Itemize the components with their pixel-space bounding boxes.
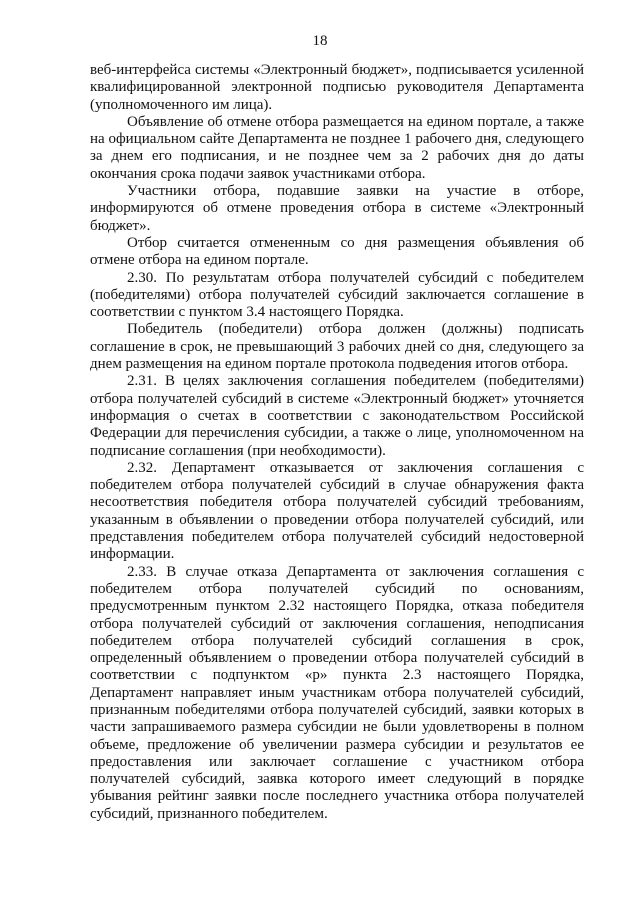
- paragraph-winner-signing: Победитель (победители) отбора должен (должны) подписать соглашение в срок, не превышающий 3 рабочих дней со дня, следующего за днем размещения на едином портале протокола подведения итогов отбора.: [90, 321, 584, 373]
- paragraph-participants-informed: Участники отбора, подавшие заявки на участие в отборе, информируются об отмене проведения отбора в системе «Электронный бюджет».: [90, 183, 584, 234]
- paragraph-2-32: 2.32. Департамент отказывается от заключения соглашения с победителем отбора получателей субсидий в случае обнаружения факта несоответствия победителя отбора получателей субсидий требованиям, указанным в объявлении о проведении отбора получателей субсидий, или представления победителем отбора получателей субсидий недостоверной информации.: [90, 459, 584, 563]
- paragraph-2-33: 2.33. В случае отказа Департамента от заключения соглашения с победителем отбора получателей субсидий по основаниям, предусмотренным пунктом 2.32 настоящего Порядка, отказа победителя отбора получателей субсидий от заключения соглашения, неподписания победителем отбора получателей субсидий соглашения в срок, определенный объявлением о проведении отбора получателей субсидий в соответствии с подпунктом «р» пункта 2.3 настоящего Порядка, Департамент направляет иным участникам отбора получателей субсидий, признанным победителями отбора получателей субсидий, заявки которых в части запрашиваемого размера субсидии не были удовлетворены в полном объеме, предложение об увеличении размера субсидии и результатов ее предоставления или заключает соглашение с участником отбора получателей субсидий, заявка которого имеет следующий в порядке убывания рейтинг заявки после последнего участника отбора получателей субсидий, признанного победителем.: [90, 563, 584, 822]
- page-number: 18: [312, 33, 328, 49]
- paragraph-2-31: 2.31. В целях заключения соглашения победителем (победителями) отбора получателей субсидий в системе «Электронный бюджет» уточняется информация о счетах в соответствии с законодательством Российской Федерации для перечисления субсидии, а также о лице, уполномоченном на подписание соглашения (при необходимости).: [90, 373, 584, 459]
- paragraph-2-30: 2.30. По результатам отбора получателей субсидий с победителем (победителями) отбора получателей субсидий заключается соглашение в соответствии с пунктом 3.4 настоящего Порядка.: [90, 269, 584, 321]
- paragraph-continuation: веб-интерфейса системы «Электронный бюджет», подписывается усиленной квалифицированной электронной подписью руководителя Департамента (уполномоченного им лица).: [90, 62, 584, 113]
- document-body: [90, 62, 584, 823]
- paragraph-selection-cancelled: Отбор считается отмененным со дня размещения объявления об отмене отбора на едином портале.: [90, 234, 584, 269]
- paragraph-cancellation-notice: Объявление об отмене отбора размещается на едином портале, а также на официальном сайте Департамента не позднее 1 рабочего дня, следующего за днем его подписания, и не позднее чем за 2 рабочих дня до даты окончания срока подачи заявок участниками отбора.: [90, 113, 584, 182]
